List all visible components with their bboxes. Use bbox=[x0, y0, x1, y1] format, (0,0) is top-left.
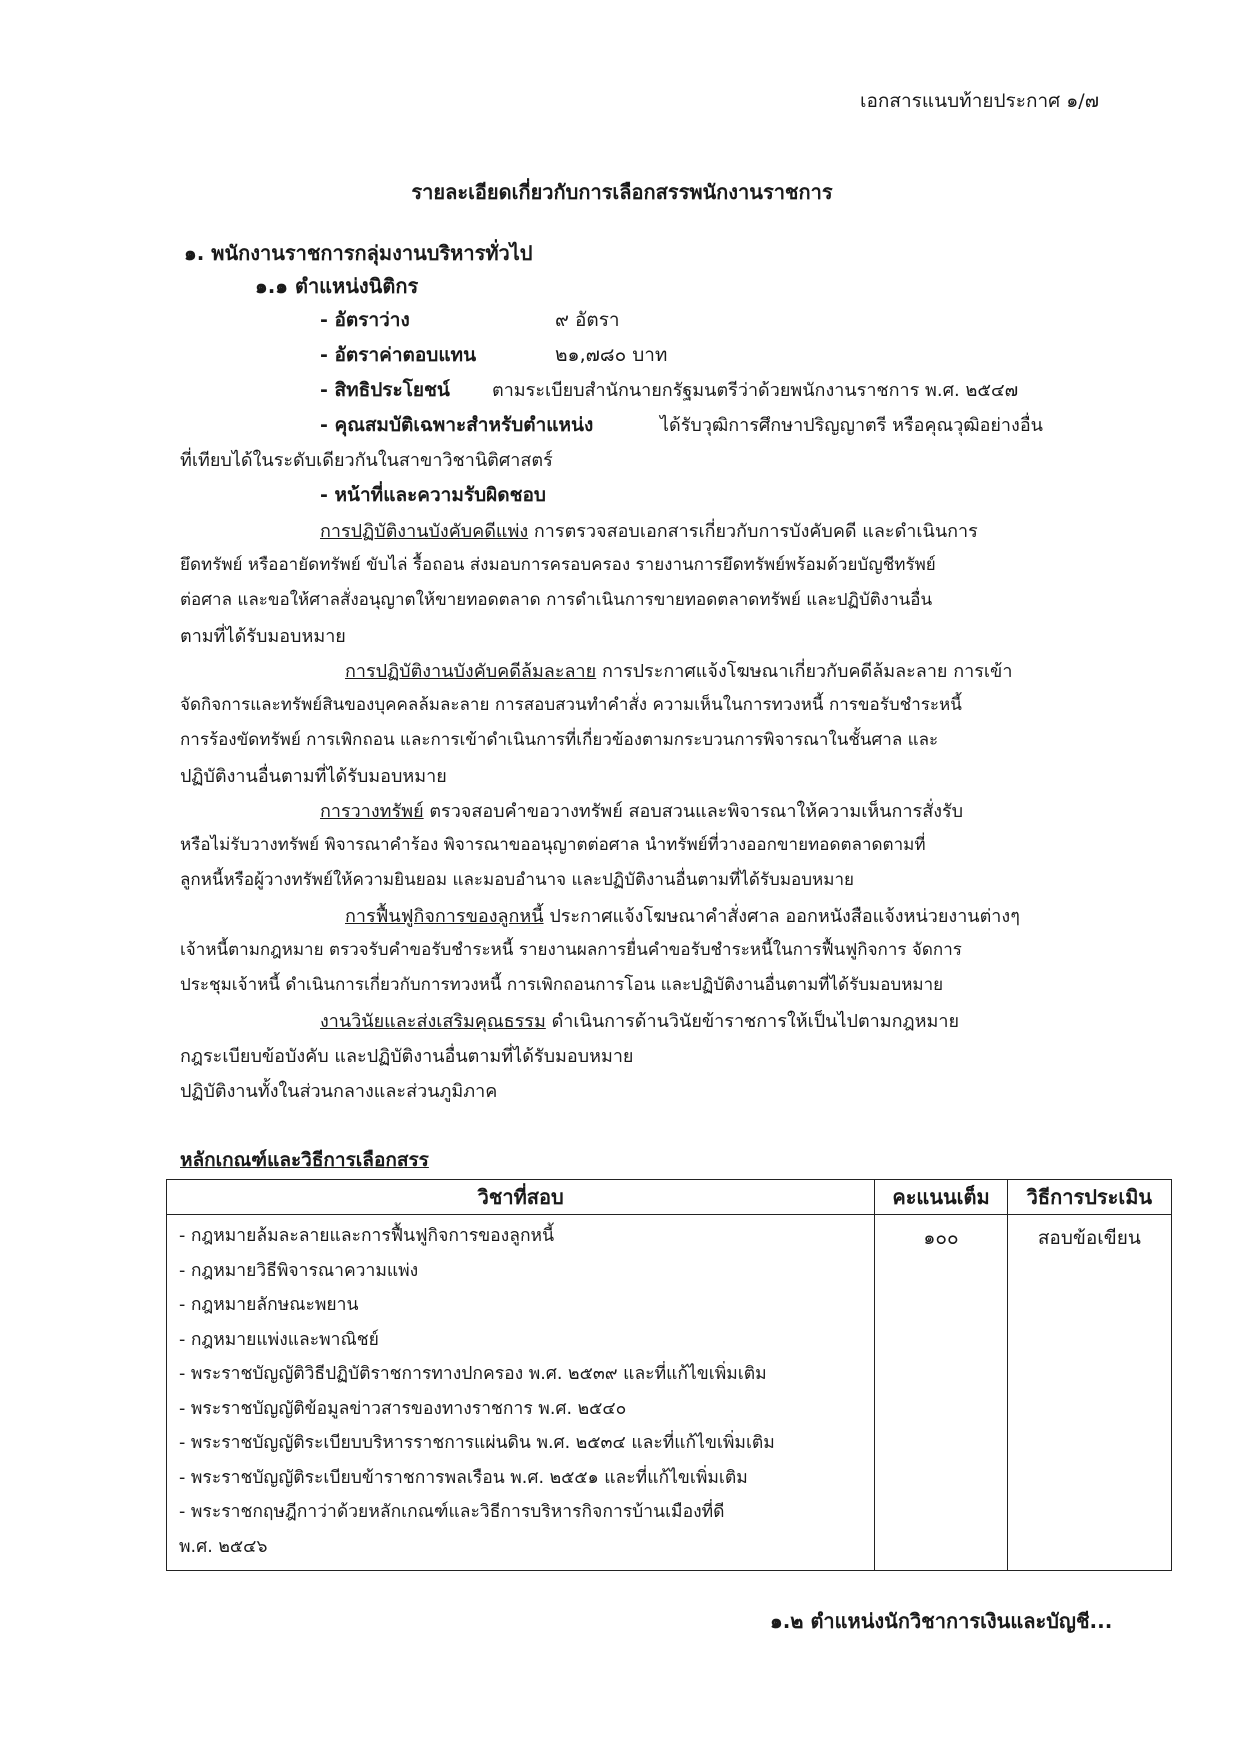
duty-3-line: ลูกหนี้หรือผู้วางทรัพย์ให้ความยินยอม และมอบอำนาจ และปฏิบัติงานอื่นตามที่ได้รับมอบหมาย bbox=[180, 870, 854, 890]
work-area: ปฏิบัติงานทั้งในส่วนกลางและส่วนภูมิภาค bbox=[180, 1081, 498, 1102]
qualification-label: - คุณสมบัติเฉพาะสำหรับตำแหน่ง bbox=[320, 414, 594, 436]
duty-1-line: ยึดทรัพย์ หรืออายัดทรัพย์ ขับไล่ รื้อถอน ส่งมอบการครอบครอง รายงานการยึดทรัพย์พร้อมด้วยบัญชีทรัพย์ bbox=[180, 555, 936, 575]
duty-1-first-line bbox=[320, 516, 978, 545]
duty-2-line: ปฏิบัติงานอื่นตามที่ได้รับมอบหมาย bbox=[180, 766, 447, 787]
duties-label: - หน้าที่และความรับผิดชอบ bbox=[320, 484, 546, 506]
document-reference: เอกสารแนบท้ายประกาศ ๑/๗ bbox=[860, 90, 1099, 112]
subjects-cell bbox=[167, 1215, 875, 1571]
header-subject: วิชาที่สอบ bbox=[167, 1180, 875, 1215]
duty-5-first-line bbox=[320, 1006, 959, 1035]
subject-item: - กฎหมายลักษณะพยาน bbox=[179, 1295, 359, 1315]
duty-1-first: การตรวจสอบเอกสารเกี่ยวกับการบังคับคดี และดำเนินการ bbox=[533, 521, 978, 542]
salary-label: - อัตราค่าตอบแทน bbox=[320, 344, 477, 366]
duty-5-line: กฎระเบียบข้อบังคับ และปฏิบัติงานอื่นตามที่ได้รับมอบหมาย bbox=[180, 1046, 634, 1067]
subject-item: - พระราชบัญญัติระเบียบบริหารราชการแผ่นดิน พ.ศ. ๒๕๓๔ และที่แก้ไขเพิ่มเติม bbox=[179, 1433, 775, 1453]
salary-value: ๒๑,๗๘๐ บาท bbox=[555, 344, 668, 366]
header-method: วิธีการประเมิน bbox=[1007, 1180, 1171, 1215]
subject-item: - พระราชบัญญัติวิธีปฏิบัติราชการทางปกครอง พ.ศ. ๒๕๓๙ และที่แก้ไขเพิ่มเติม bbox=[179, 1364, 767, 1384]
method-cell: สอบข้อเขียน bbox=[1007, 1215, 1171, 1571]
subject-item: พ.ศ. ๒๕๔๖ bbox=[179, 1536, 268, 1557]
criteria-heading: หลักเกณฑ์และวิธีการเลือกสรร bbox=[180, 1149, 429, 1171]
benefit-label: - สิทธิประโยชน์ bbox=[320, 379, 450, 401]
duty-1-line: ตามที่ได้รับมอบหมาย bbox=[180, 626, 346, 647]
vacancy-label: - อัตราว่าง bbox=[320, 309, 410, 331]
qualification-line-2: ที่เทียบได้ในระดับเดียวกันในสาขาวิชานิติศาสตร์ bbox=[180, 450, 553, 471]
duty-2-first: การประกาศแจ้งโฆษณาเกี่ยวกับคดีล้มละลาย การเข้า bbox=[601, 661, 1013, 682]
criteria-table bbox=[166, 1179, 1172, 1571]
duty-1-line: ต่อศาล และขอให้ศาลสั่งอนุญาตให้ขายทอดตลาด การดำเนินการขายทอดตลาดทรัพย์ และปฏิบัติงานอื่น bbox=[180, 590, 933, 610]
section-heading: ๑. พนักงานราชการกลุ่มงานบริหารทั่วไป bbox=[184, 241, 533, 265]
table-row bbox=[167, 1215, 1172, 1571]
duty-5-topic: งานวินัยและส่งเสริมคุณธรรม bbox=[320, 1011, 546, 1032]
position-heading: ๑.๑ ตำแหน่งนิติกร bbox=[255, 274, 419, 298]
duty-4-first-line bbox=[345, 901, 1020, 930]
duty-2-topic: การปฏิบัติงานบังคับคดีล้มละลาย bbox=[345, 661, 597, 682]
duty-3-topic: การวางทรัพย์ bbox=[320, 801, 424, 822]
subject-item: - กฎหมายล้มละลายและการฟื้นฟูกิจการของลูกหนี้ bbox=[179, 1226, 555, 1246]
duty-2-line: จัดกิจการและทรัพย์สินของบุคคลล้มละลาย การสอบสวนทำคำสั่ง ความเห็นในการทวงหนี้ การขอรับชำระหนี้ bbox=[180, 695, 962, 715]
duty-4-line: เจ้าหนี้ตามกฎหมาย ตรวจรับคำขอรับชำระหนี้ รายงานผลการยื่นคำขอรับชำระหนี้ในการฟื้นฟูกิจการ จัดการ bbox=[180, 940, 962, 960]
duty-2-line: การร้องขัดทรัพย์ การเพิกถอน และการเข้าดำเนินการที่เกี่ยวข้องตามกระบวนการพิจารณาในชั้นศาล และ bbox=[180, 730, 939, 750]
duty-4-topic: การฟื้นฟูกิจการของลูกหนี้ bbox=[345, 906, 544, 927]
duty-3-line: หรือไม่รับวางทรัพย์ พิจารณาคำร้อง พิจารณาขออนุญาตต่อศาล นำทรัพย์ที่วางออกขายทอดตลาดตามที่ bbox=[180, 835, 926, 855]
subject-item: - พระราชบัญญัติข้อมูลข่าวสารของทางราชการ พ.ศ. ๒๕๔๐ bbox=[179, 1398, 627, 1419]
subject-item: - พระราชกฤษฎีกาว่าด้วยหลักเกณฑ์และวิธีการบริหารกิจการบ้านเมืองที่ดี bbox=[179, 1502, 725, 1522]
duty-2-first-line bbox=[345, 656, 1012, 685]
duty-5-first: ดำเนินการด้านวินัยข้าราชการให้เป็นไปตามกฎหมาย bbox=[551, 1011, 959, 1032]
table-header-row bbox=[167, 1180, 1172, 1215]
page-title: รายละเอียดเกี่ยวกับการเลือกสรรพนักงานราชการ bbox=[411, 180, 833, 204]
duty-4-first: ประกาศแจ้งโฆษณาคำสั่งศาล ออกหนังสือแจ้งหน่วยงานต่างๆ bbox=[549, 906, 1020, 927]
subject-item: - กฎหมายวิธีพิจารณาความแพ่ง bbox=[179, 1260, 419, 1281]
qualification-line-1: ได้รับวุฒิการศึกษาปริญญาตรี หรือคุณวุฒิอย่างอื่น bbox=[660, 415, 1043, 436]
subject-item: - พระราชบัญญัติระเบียบข้าราชการพลเรือน พ.ศ. ๒๕๕๑ และที่แก้ไขเพิ่มเติม bbox=[179, 1467, 748, 1488]
benefit-value: ตามระเบียบสำนักนายกรัฐมนตรีว่าด้วยพนักงานราชการ พ.ศ. ๒๕๔๗ bbox=[492, 380, 1019, 401]
continuation-heading: ๑.๒ ตำแหน่งนักวิชาการเงินและบัญชี... bbox=[770, 1609, 1113, 1633]
duty-1-topic: การปฏิบัติงานบังคับคดีแพ่ง bbox=[320, 521, 529, 542]
vacancy-value: ๙ อัตรา bbox=[555, 309, 620, 331]
duty-3-first-line bbox=[320, 796, 963, 825]
subject-item: - กฎหมายแพ่งและพาณิชย์ bbox=[179, 1329, 379, 1350]
duty-4-line: ประชุมเจ้าหนี้ ดำเนินการเกี่ยวกับการทวงหนี้ การเพิกถอนการโอน และปฏิบัติงานอื่นตามที่ได้รับมอบหมาย bbox=[180, 975, 944, 995]
duty-3-first: ตรวจสอบคำขอวางทรัพย์ สอบสวนและพิจารณาให้ความเห็นการสั่งรับ bbox=[429, 801, 964, 822]
full-score-cell: ๑๐๐ bbox=[875, 1215, 1007, 1571]
header-full-score: คะแนนเต็ม bbox=[875, 1180, 1007, 1215]
